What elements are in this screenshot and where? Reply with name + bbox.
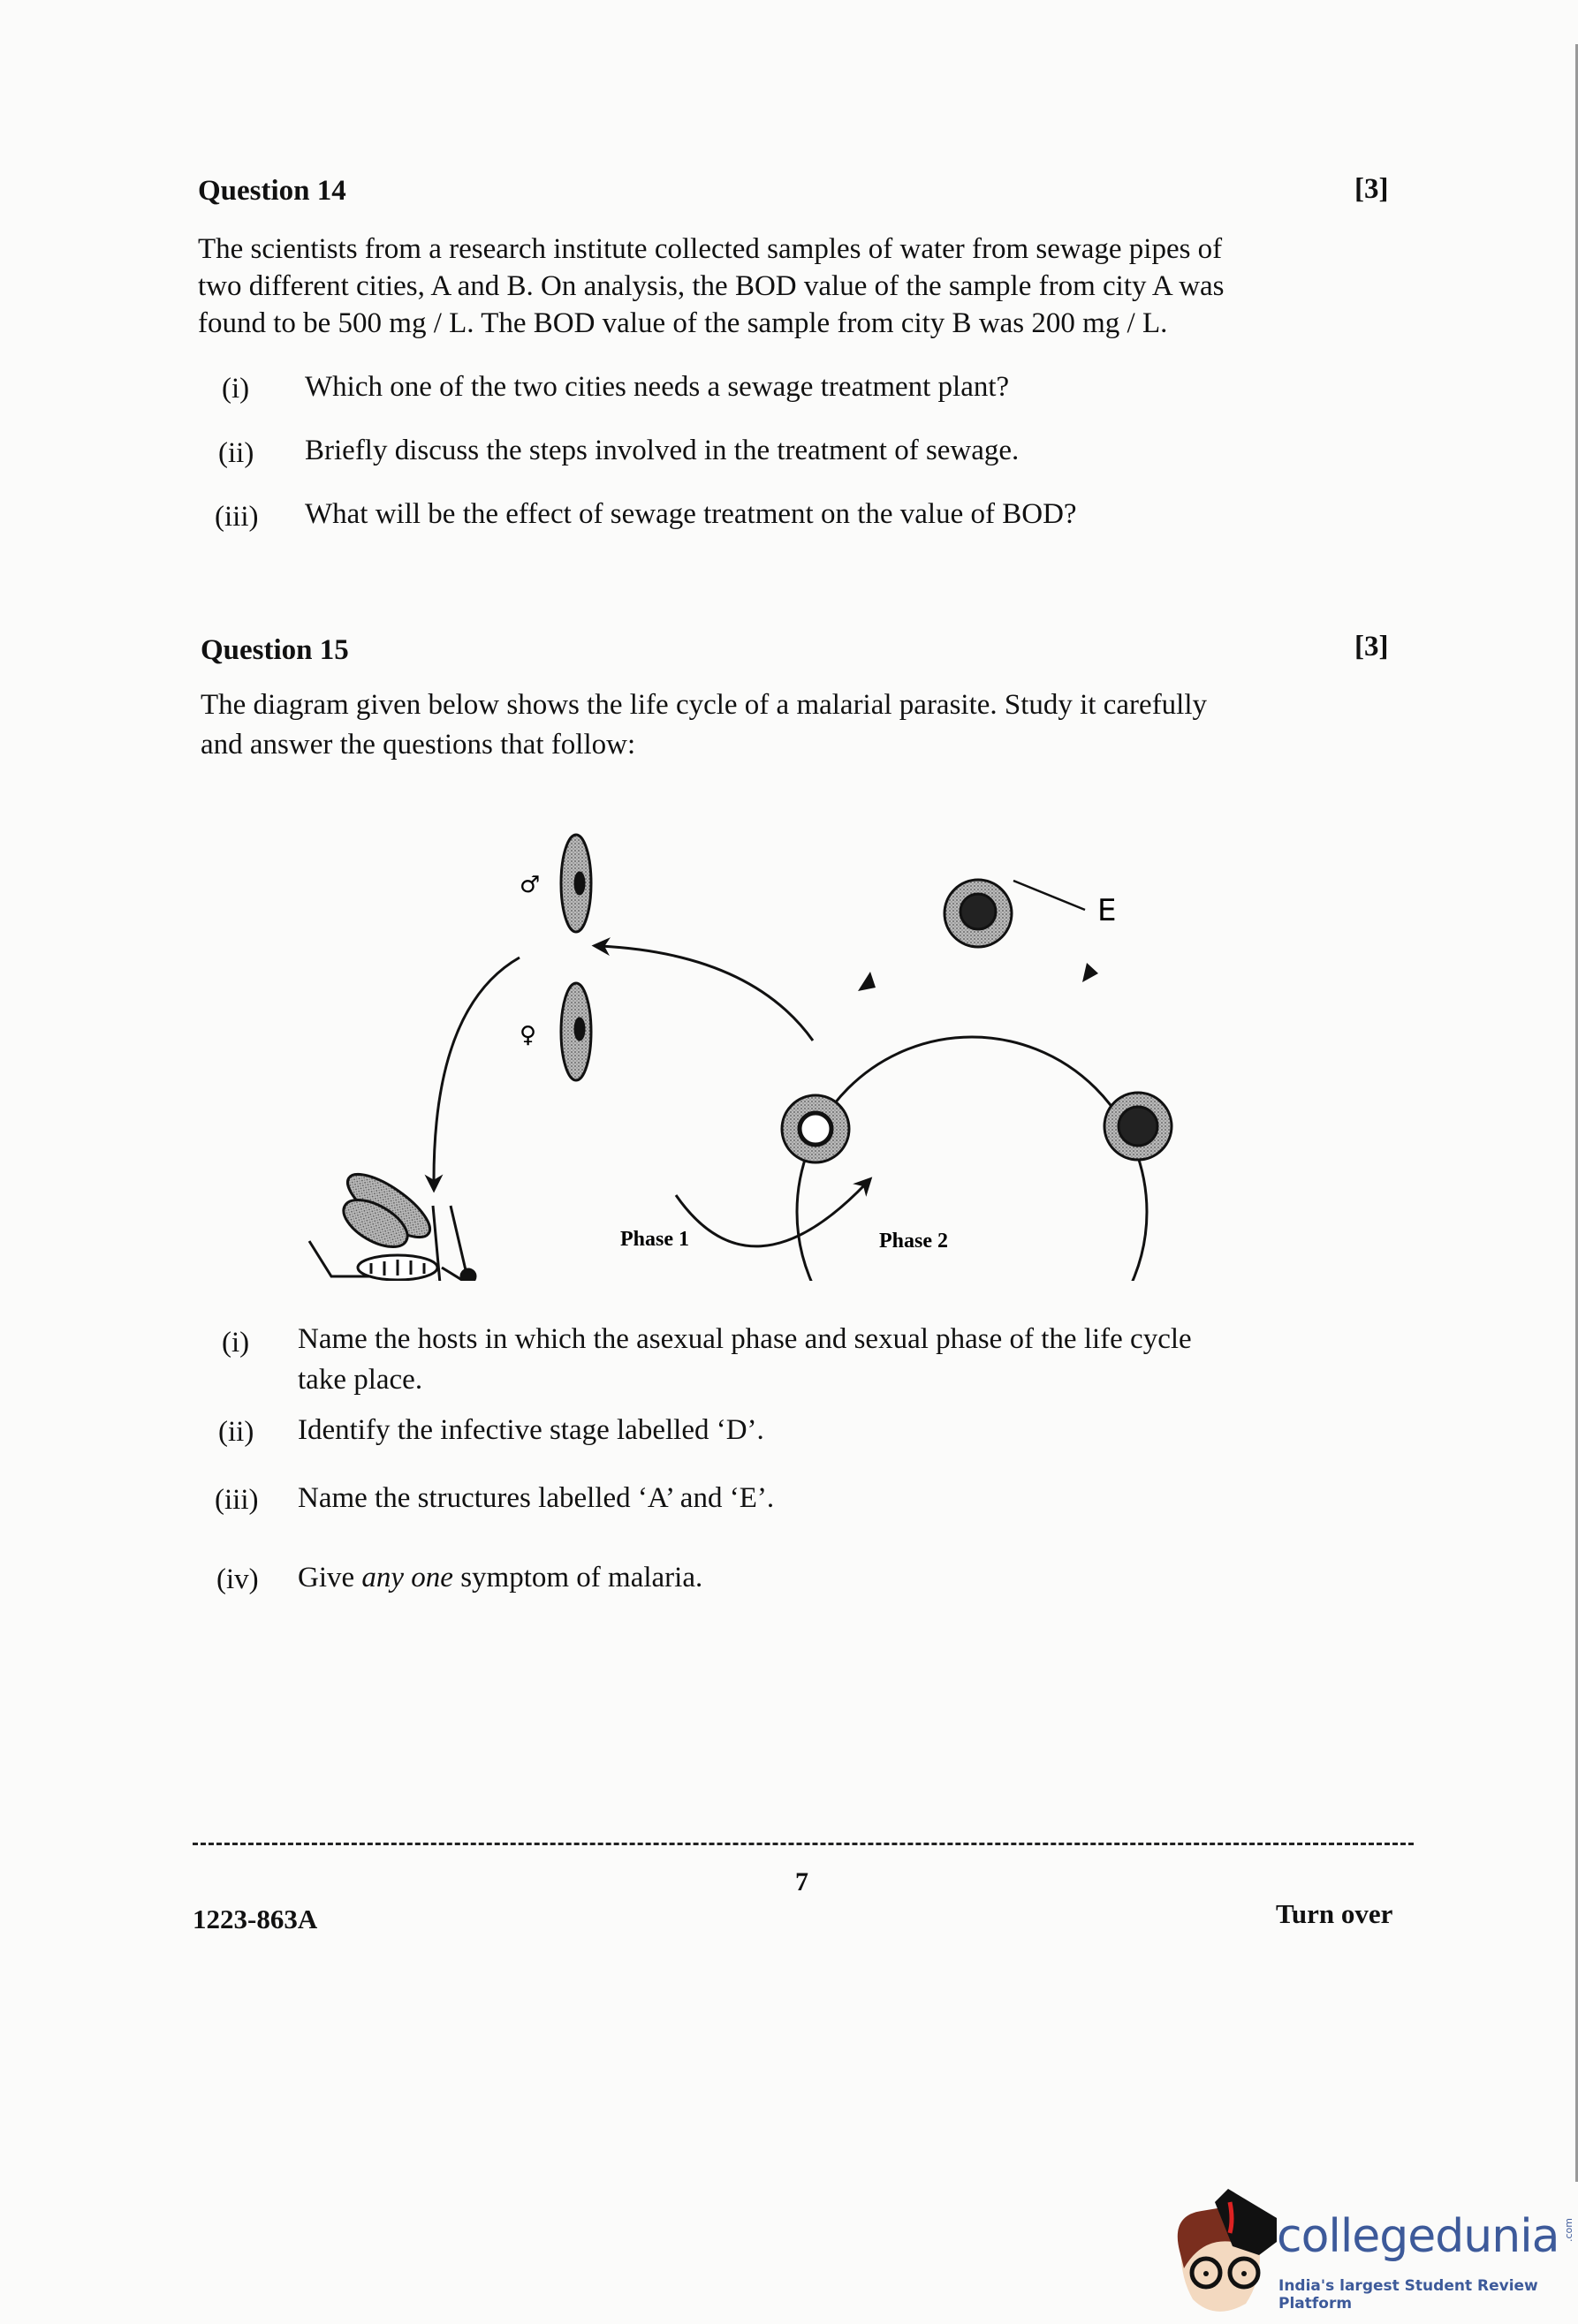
- q14-para-1: The scientists from a research institute collected samples of water from sewage pipes of: [198, 233, 1223, 265]
- q14-para-3: found to be 500 mg / L. The BOD value of the sample from city B was 200 mg / L.: [198, 307, 1168, 339]
- female-symbol: ♀: [520, 1022, 537, 1048]
- q15-item-text: Name the hosts in which the asexual phase and sexual phase of the life cycle: [298, 1323, 1192, 1355]
- malaria-life-cycle-diagram: [292, 786, 1219, 1281]
- phase-2-label: Phase 2: [879, 1230, 948, 1253]
- q14-item-num: (ii): [218, 437, 254, 469]
- phase-1-label: Phase 1: [620, 1228, 689, 1251]
- paper-code: 1223-863A: [193, 1904, 318, 1934]
- mascot-icon: [1166, 2189, 1277, 2320]
- label-e: E: [1097, 893, 1117, 928]
- collegedunia-logo: [1166, 2189, 1578, 2320]
- q15-item-num: (iv): [216, 1563, 259, 1595]
- footer-divider: [193, 1843, 1414, 1845]
- logo-wordmark: collegedunia: [1277, 2210, 1559, 2263]
- q14-item-num: (i): [222, 373, 250, 405]
- q14-title: Question 14: [198, 175, 346, 207]
- q14-item-text: Briefly discuss the steps involved in the treatment of sewage.: [305, 435, 1020, 466]
- q15-para-1: The diagram given below shows the life cycle of a malarial parasite. Study it carefully: [201, 689, 1208, 721]
- emphasis-text: any one: [361, 1562, 453, 1593]
- q15-item-num: (ii): [218, 1416, 254, 1448]
- page-number: 7: [795, 1867, 808, 1896]
- q14-item-text: What will be the effect of sewage treatment on the value of BOD?: [305, 498, 1077, 530]
- q15-item-text: Name the structures labelled ‘A’ and ‘E’.: [298, 1482, 775, 1514]
- male-gametocyte: [561, 835, 591, 932]
- q15-item-text: [298, 1563, 702, 1593]
- q14-item-num: (iii): [215, 501, 259, 533]
- q15-item-text-cont: take place.: [298, 1364, 423, 1396]
- q14-para-2: two different cities, A and B. On analysis, the BOD value of the sample from city A was: [198, 270, 1225, 302]
- logo-tagline: India's largest Student Review Platform: [1278, 2277, 1538, 2313]
- q14-item-text: Which one of the two cities needs a sewage treatment plant?: [305, 371, 1010, 403]
- q15-item-num: (i): [222, 1327, 250, 1359]
- q15-title: Question 15: [201, 634, 349, 666]
- q14-marks: [3]: [1354, 173, 1389, 205]
- mosquito-illustration: [309, 1163, 499, 1281]
- text-part: Give: [298, 1562, 362, 1593]
- text-part: symptom of malaria.: [452, 1562, 703, 1593]
- q15-item-text: Identify the infective stage labelled ‘D’.: [298, 1414, 764, 1446]
- turn-over: Turn over: [1276, 1898, 1393, 1929]
- q15-item-num: (iii): [215, 1484, 259, 1516]
- male-symbol: ♂: [520, 872, 541, 898]
- q15-marks: [3]: [1354, 631, 1389, 662]
- rbc-stage: [1104, 1093, 1172, 1160]
- rbc-ring-stage: [782, 1095, 849, 1162]
- logo-com: .com: [1563, 2218, 1574, 2242]
- q15-para-2: and answer the questions that follow:: [201, 729, 636, 761]
- female-gametocyte: [561, 983, 591, 1080]
- rbc-stage: [945, 880, 1012, 947]
